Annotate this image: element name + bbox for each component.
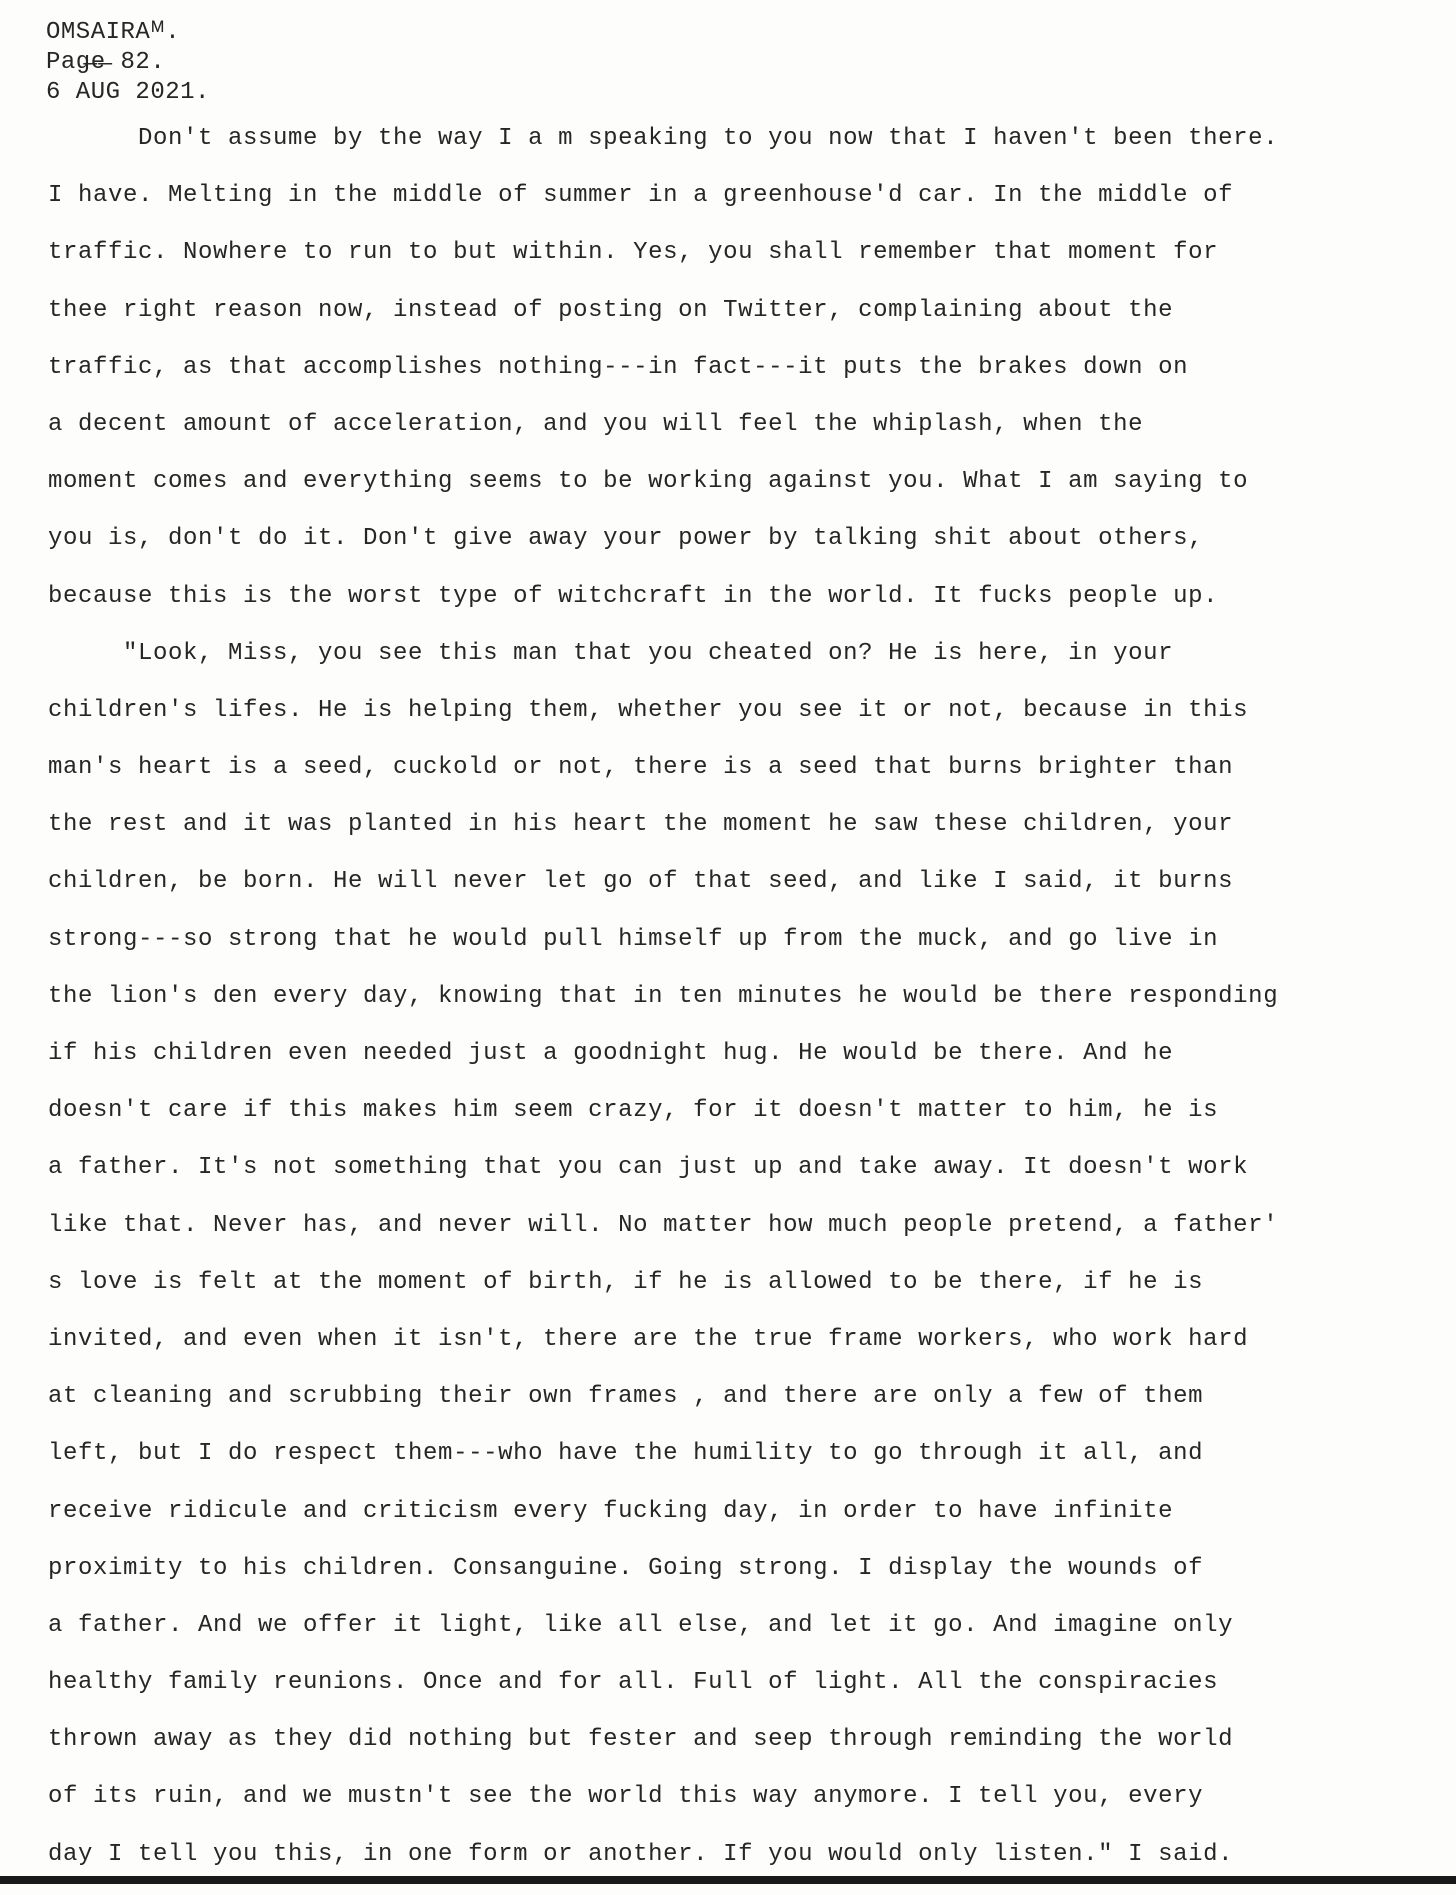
text-line: moment comes and everything seems to be working against you. What I am saying to xyxy=(48,468,1249,496)
text-line: doesn't care if this makes him seem crazy, for it doesn't matter to him, he is xyxy=(48,1097,1219,1125)
page-date: 6 AUG 2021. xyxy=(46,79,210,106)
text-line: the lion's den every day, knowing that in ten minutes he would be there responding xyxy=(48,982,1279,1010)
text-line: proximity to his children. Consanguine. Going strong. I display the wounds of xyxy=(48,1554,1204,1582)
text-line: you is, don't do it. Don't give away your power by talking shit about others, xyxy=(48,525,1204,553)
text-line: Don't assume by the way I a m speaking to you now that I haven't been there. xyxy=(48,125,1279,152)
text-line: children's lifes. He is helping them, whether you see it or not, because in this xyxy=(48,696,1249,724)
text-line: a father. It's not something that you can just up and take away. It doesn't work xyxy=(48,1154,1249,1182)
text-line: a decent amount of acceleration, and you will feel the whiplash, when the xyxy=(48,410,1144,438)
text-line: traffic, as that accomplishes nothing---in fact---it puts the brakes down on xyxy=(48,353,1189,381)
text-line: at cleaning and scrubbing their own frames , and there are only a few of them xyxy=(48,1383,1204,1411)
text-line: strong---so strong that he would pull himself up from the muck, and go live in xyxy=(48,925,1219,953)
text-line: I have. Melting in the middle of summer in a greenhouse'd car. In the middle of xyxy=(48,182,1234,210)
author-name: OMSAIRAᴹ. xyxy=(46,19,181,46)
text-line: invited, and even when it isn't, there are the true frame workers, who work hard xyxy=(48,1325,1249,1353)
text-line: thee right reason now, instead of posting on Twitter, complaining about the xyxy=(48,296,1174,324)
text-line: thrown away as they did nothing but fester and seep through reminding the world xyxy=(48,1726,1234,1754)
text-line: of its ruin, and we mustn't see the world this way anymore. I tell you, every xyxy=(48,1783,1204,1811)
text-line: traffic. Nowhere to run to but within. Yes, you shall remember that moment for xyxy=(48,239,1219,267)
text-line: left, but I do respect them---who have the humility to go through it all, and xyxy=(48,1440,1204,1468)
text-line: if his children even needed just a goodnight hug. He would be there. And he xyxy=(48,1040,1174,1067)
text-line: the rest and it was planted in his heart the moment he saw these children, your xyxy=(48,811,1234,839)
text-line: healthy family reunions. Once and for all. Full of light. All the conspiracies xyxy=(48,1669,1219,1697)
page-number: Pag̶e̶ 82. xyxy=(46,49,166,76)
bottom-edge-line xyxy=(0,1876,1456,1884)
text-line: children, be born. He will never let go of that seed, and like I said, it burns xyxy=(48,868,1234,896)
text-line: s love is felt at the moment of birth, if he is allowed to be there, if he is xyxy=(48,1268,1204,1296)
page-header xyxy=(46,18,210,108)
text-line: a father. And we offer it light, like all else, and let it go. And imagine only xyxy=(48,1611,1234,1639)
text-line: "Look, Miss, you see this man that you cheated on? He is here, in your xyxy=(48,639,1174,667)
text-line: day I tell you this, in one form or another. If you would only listen." I said. xyxy=(48,1840,1234,1868)
text-line: man's heart is a seed, cuckold or not, there is a seed that burns brighter than xyxy=(48,754,1234,782)
text-line: receive ridicule and criticism every fucking day, in order to have infinite xyxy=(48,1497,1174,1525)
body-text xyxy=(48,122,1448,1895)
text-line: because this is the worst type of witchcraft in the world. It fucks people up. xyxy=(48,582,1219,610)
text-line: like that. Never has, and never will. No matter how much people pretend, a father' xyxy=(48,1211,1279,1239)
